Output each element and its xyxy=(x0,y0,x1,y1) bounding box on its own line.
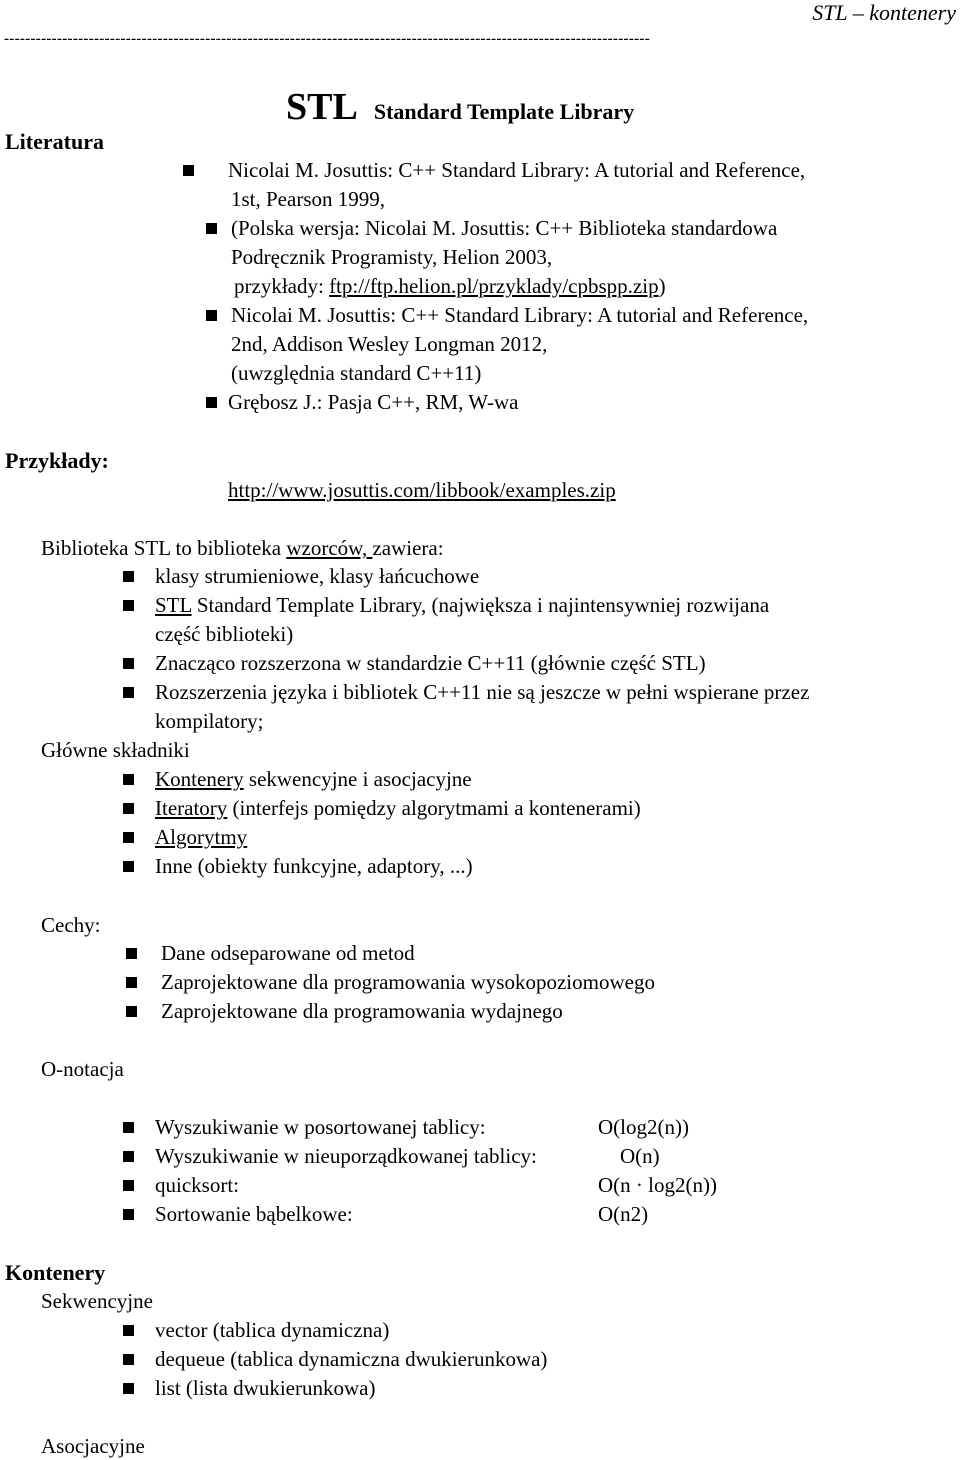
bullet-icon xyxy=(123,1383,134,1394)
onotacja-label: O-notacja xyxy=(41,1057,124,1081)
kontenery-text: sekwencyjne i asocjacyjne xyxy=(243,767,472,791)
onot-row-4-value: O(n2) xyxy=(598,1202,649,1226)
bullet-icon xyxy=(123,600,134,611)
bullet-icon xyxy=(123,1209,134,1220)
bullet-icon xyxy=(123,1151,134,1162)
header-rule: -------------------------------------------------------------------------------------------------------------------------- xyxy=(4,31,651,47)
bullet-icon xyxy=(123,803,134,814)
lit-line-7: 2nd, Addison Wesley Longman 2012, xyxy=(231,332,548,356)
bib-item-2 xyxy=(155,595,769,616)
bullet-icon xyxy=(206,310,217,321)
kontener-item-2: dequeue (tablica dynamiczna dwukierunkowa) xyxy=(155,1347,548,1371)
onot-row-4-name: Sortowanie bąbelkowe: xyxy=(155,1202,353,1226)
lit-line-9: Grębosz J.: Pasja C++, RM, W-wa xyxy=(228,390,519,414)
lit-line-6: Nicolai M. Josuttis: C++ Standard Library: A tutorial and Reference, xyxy=(231,303,809,327)
lit-line-4: Podręcznik Programisty, Helion 2003, xyxy=(231,245,553,269)
iteratory-link[interactable]: Iteratory xyxy=(155,796,228,820)
title-full: Standard Template Library xyxy=(373,99,635,124)
onot-row-2-name: Wyszukiwanie w nieuporządkowanej tablicy: xyxy=(155,1144,537,1168)
bib-item-2-cont: część biblioteki) xyxy=(155,622,294,646)
glowne-label: Główne składniki xyxy=(41,738,190,762)
intro-text-a: Biblioteka STL to biblioteka xyxy=(41,536,287,560)
bullet-icon xyxy=(123,687,134,698)
bib-item-2-text: Standard Template Library, (największa i najintensywniej rozwijana xyxy=(191,593,770,617)
examples-link[interactable]: http://www.josuttis.com/libbook/examples.zip xyxy=(228,478,616,502)
bullet-icon xyxy=(126,977,137,988)
title-abbr: STL xyxy=(286,86,358,128)
bib-item-4-cont: kompilatory; xyxy=(155,709,264,733)
cechy-item-1: Dane odseparowane od metod xyxy=(161,941,415,965)
onot-row-1-name: Wyszukiwanie w posortowanej tablicy: xyxy=(155,1115,486,1139)
bullet-icon xyxy=(123,1325,134,1336)
bullet-icon xyxy=(123,1354,134,1365)
biblioteka-intro xyxy=(41,538,444,559)
bullet-icon xyxy=(123,1122,134,1133)
bib-item-1: klasy strumieniowe, klasy łańcuchowe xyxy=(155,564,480,588)
page-title xyxy=(286,88,634,126)
onot-row-2-value: O(n) xyxy=(620,1144,660,1168)
kontenery-link[interactable]: Kontenery xyxy=(155,767,244,791)
bullet-icon xyxy=(126,948,137,959)
bullet-icon xyxy=(123,1180,134,1191)
lit-line-3: (Polska wersja: Nicolai M. Josuttis: C++ Biblioteka standardowa xyxy=(231,216,778,240)
bullet-icon xyxy=(123,774,134,785)
asocjacyjne-label: Asocjacyjne xyxy=(41,1434,145,1458)
bullet-icon xyxy=(126,1006,137,1017)
bullet-icon xyxy=(206,397,217,408)
sekwencyjne-label: Sekwencyjne xyxy=(41,1289,153,1313)
bullet-icon xyxy=(183,165,194,176)
kontener-item-1: vector (tablica dynamiczna) xyxy=(155,1318,390,1342)
header-title: STL – kontenery xyxy=(812,0,956,25)
cechy-item-2: Zaprojektowane dla programowania wysokopoziomowego xyxy=(161,970,655,994)
algorytmy-link[interactable]: Algorytmy xyxy=(155,825,248,849)
ftp-helion-link[interactable]: ftp://ftp.helion.pl/przyklady/cpbspp.zip xyxy=(329,274,659,298)
lit-line-8: (uwzględnia standard C++11) xyxy=(231,361,482,385)
section-label-literatura: Literatura xyxy=(5,129,104,154)
iteratory-text: (interfejs pomiędzy algorytmami a kontenerami) xyxy=(227,796,641,820)
bullet-icon xyxy=(123,861,134,872)
wzorcow-link[interactable]: wzorców, xyxy=(286,536,373,560)
kontener-item-3: list (lista dwukierunkowa) xyxy=(155,1376,376,1400)
bullet-icon xyxy=(206,223,217,234)
onot-row-1-value: O(log2(n)) xyxy=(598,1115,689,1139)
bib-item-3: Znacząco rozszerzona w standardzie C++11 (głównie część STL) xyxy=(155,651,706,675)
lit-line-5-text: przykłady: xyxy=(234,274,330,298)
bullet-icon xyxy=(123,658,134,669)
cechy-item-3: Zaprojektowane dla programowania wydajnego xyxy=(161,999,563,1023)
intro-text-b: zawiera: xyxy=(372,536,444,560)
onot-row-3-name: quicksort: xyxy=(155,1173,239,1197)
bib-item-4: Rozszerzenia języka i bibliotek C++11 nie są jeszcze w pełni wspierane przez xyxy=(155,680,810,704)
glowne-item-inne: Inne (obiekty funkcyjne, adaptory, ...) xyxy=(155,854,473,878)
onot-row-3-value: O(n · log2(n)) xyxy=(598,1173,717,1197)
stl-link[interactable]: STL xyxy=(155,593,192,617)
cechy-label: Cechy: xyxy=(41,913,101,937)
glowne-item-kontenery xyxy=(155,769,472,790)
lit-line-5 xyxy=(234,276,666,297)
glowne-item-iteratory xyxy=(155,798,641,819)
lit-line-1: Nicolai M. Josuttis: C++ Standard Library: A tutorial and Reference, xyxy=(228,158,806,182)
bullet-icon xyxy=(123,832,134,843)
lit-line-5-close: ) xyxy=(658,274,666,298)
section-label-kontenery: Kontenery xyxy=(5,1260,106,1285)
bullet-icon xyxy=(123,571,134,582)
lit-line-2: 1st, Pearson 1999, xyxy=(231,187,385,211)
section-label-przyklady: Przykłady: xyxy=(5,448,109,473)
